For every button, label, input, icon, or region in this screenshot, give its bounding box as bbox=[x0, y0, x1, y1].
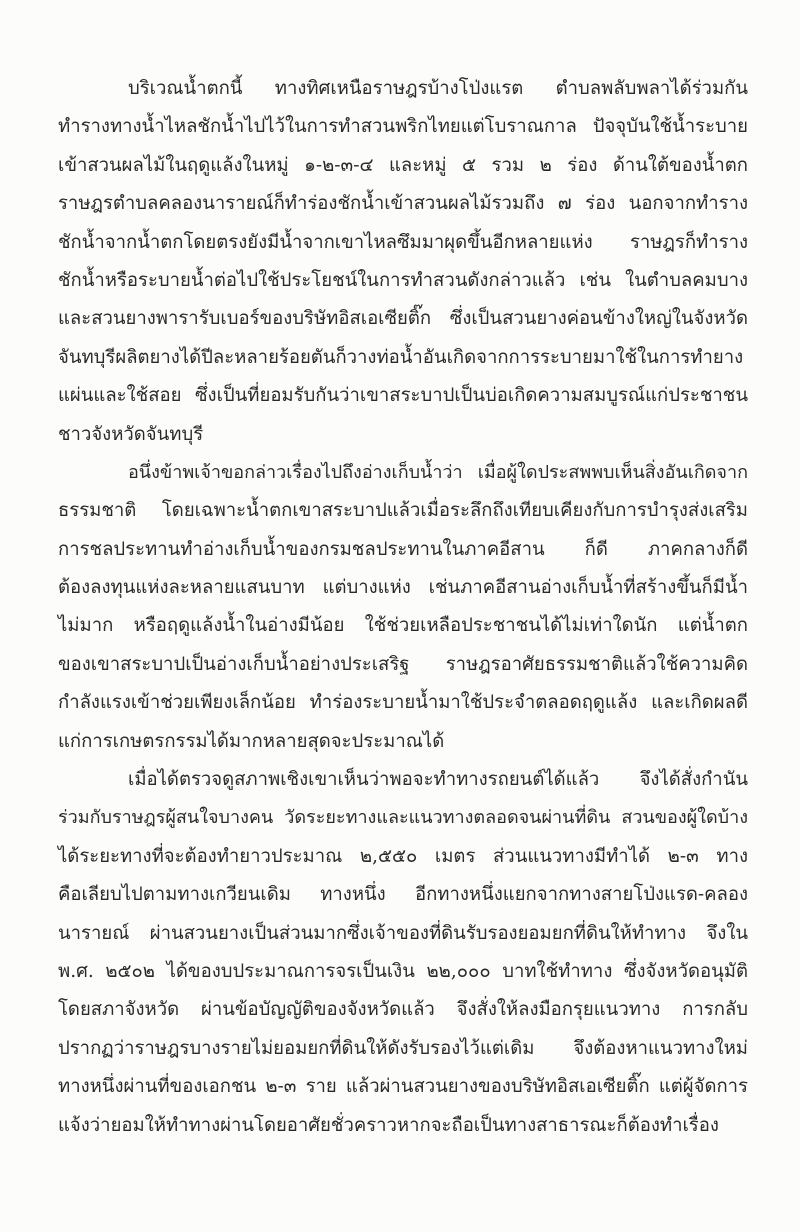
paragraph-2 bbox=[58, 454, 748, 761]
text-line: กำลังแรงเข้าช่วยเพียงเล็กน้อย ทำร่องระบายน้ำมาใช้ประจำตลอดฤดูแล้ง และเกิดผลดี bbox=[58, 692, 748, 714]
text-line: ชาวจังหวัดจันทบุรี bbox=[58, 423, 204, 445]
document-body bbox=[58, 70, 748, 1145]
text-line: โดยสภาจังหวัด ผ่านข้อบัญญัติของจังหวัดแล้ว จึงสั่งให้ลงมือกรุยแนวทาง การกลับ bbox=[58, 999, 748, 1021]
text-line: ของเขาสระบาปเป็นอ่างเก็บน้ำอย่างประเสริฐ ราษฎรอาศัยธรรมชาติแล้วใช้ความคิด bbox=[58, 653, 748, 675]
text-line: แจ้งว่ายอมให้ทำทางผ่านโดยอาศัยชั่วคราวหากจะถือเป็นทางสาธารณะก็ต้องทำเรื่อง bbox=[58, 1114, 719, 1136]
text-line: บริเวณน้ำตกนี้ ทางทิศเหนือราษฎรบ้างโป่งแรต ตำบลพลับพลาได้ร่วมกัน bbox=[128, 78, 748, 99]
paragraph-1 bbox=[58, 70, 748, 454]
text-line: ได้ระยะทางที่จะต้องทำยาวประมาณ ๒,๕๕๐ เมตร ส่วนแนวทางมีทำได้ ๒-๓ ทาง bbox=[58, 845, 748, 867]
text-line: ร่วมกับราษฎรผู้สนใจบางคน วัดระยะทางและแนวทางตลอดจนผ่านที่ดิน สวนของผู้ใดบ้าง bbox=[58, 807, 748, 829]
text-line: ชักน้ำหรือระบายน้ำต่อไปใช้ประโยชน์ในการทำสวนดังกล่าวแล้ว เช่น ในตำบลคมบาง bbox=[58, 269, 748, 291]
text-line: เข้าสวนผลไม้ในฤดูแล้งในหมู่ ๑-๒-๓-๔ และหมู่ ๕ รวม ๒ ร่อง ด้านใต้ของน้ำตก bbox=[58, 154, 748, 176]
text-line: การชลประทานทำอ่างเก็บน้ำของกรมชลประทานในภาคอีสาน ก็ดี ภาคกลางก็ดี bbox=[58, 538, 748, 560]
text-line: คือเลียบไปตามทางเกวียนเดิม ทางหนึ่ง อีกทางหนึ่งแยกจากทางสายโป่งแรด-คลอง bbox=[58, 884, 748, 906]
text-line: เมื่อได้ตรวจดูสภาพเชิงเขาเห็นว่าพอจะทำทางรถยนต์ได้แล้ว จึงได้สั่งกำนัน bbox=[128, 769, 748, 791]
text-line: แก่การเกษตรกรรมได้มากหลายสุดจะประมาณได้ bbox=[58, 730, 445, 752]
text-line: ไม่มาก หรือฤดูแล้งน้ำในอ่างมีน้อย ใช้ช่วยเหลือประชาชนได้ไม่เท่าใดนัก แต่น้ำตก bbox=[58, 615, 748, 637]
text-line: ธรรมชาติ โดยเฉพาะน้ำตกเขาสระบาปแล้วเมื่อระลึกถึงเทียบเคียงกับการบำรุงส่งเสริม bbox=[58, 500, 748, 522]
text-line: ต้องลงทุนแห่งละหลายแสนบาท แต่บางแห่ง เช่นภาคอีสานอ่างเก็บน้ำที่สร้างขึ้นก็มีน้ำ bbox=[58, 577, 748, 599]
text-line: ราษฎรตำบลคลองนารายณ์ก็ทำร่องชักน้ำเข้าสวนผลไม้รวมถึง ๗ ร่อง นอกจากทำราง bbox=[58, 193, 748, 215]
text-line: ทำรางทางน้ำไหลชักน้ำไปไว้ในการทำสวนพริกไทยแต่โบราณกาล ปัจจุบันใช้น้ำระบาย bbox=[58, 116, 748, 138]
text-line: พ.ศ. ๒๕๐๒ ได้ของบประมาณการจรเป็นเงิน ๒๒,๐๐๐ บาทใช้ทำทาง ซึ่งจังหวัดอนุมัติ bbox=[58, 960, 748, 982]
text-line: ทางหนึ่งผ่านที่ของเอกชน ๒-๓ ราย แล้วผ่านสวนยางของบริษัทอิสเอเซียติ๊ก แต่ผู้จัดการ bbox=[58, 1076, 748, 1098]
text-line: ชักน้ำจากน้ำตกโดยตรงยังมีน้ำจากเขาไหลซึมมาผุดขึ้นอีกหลายแห่ง ราษฎรก็ทำราง bbox=[58, 231, 748, 253]
text-line: นารายณ์ ผ่านสวนยางเป็นส่วนมากซึ่งเจ้าของที่ดินรับรองยอมยกที่ดินให้ทำทาง จึงใน bbox=[58, 922, 748, 944]
text-line: และสวนยางพารารับเบอร์ของบริษัทอิสเอเซียติ๊ก ซึ่งเป็นสวนยางค่อนข้างใหญ่ในจังหวัด bbox=[58, 308, 748, 330]
text-line: จันทบุรีผลิตยางได้ปีละหลายร้อยตันก็วางท่อน้ำอันเกิดจากการระบายมาใช้ในการทำยาง bbox=[58, 346, 744, 368]
text-line: ปรากฏว่าราษฎรบางรายไม่ยอมยกที่ดินให้ดังรับรองไว้แต่เดิม จึงต้องหาแนวทางใหม่ bbox=[58, 1037, 748, 1059]
text-line: อนึ่งข้าพเจ้าขอกล่าวเรื่องไปถึงอ่างเก็บน้ำว่า เมื่อผู้ใดประสพพบเห็นสิ่งอันเกิดจาก bbox=[128, 461, 748, 483]
text-line: แผ่นและใช้สอย ซึ่งเป็นที่ยอมรับกันว่าเขาสระบาปเป็นบ่อเกิดความสมบูรณ์แก่ประชาชน bbox=[58, 385, 748, 407]
paragraph-3 bbox=[58, 761, 748, 1145]
